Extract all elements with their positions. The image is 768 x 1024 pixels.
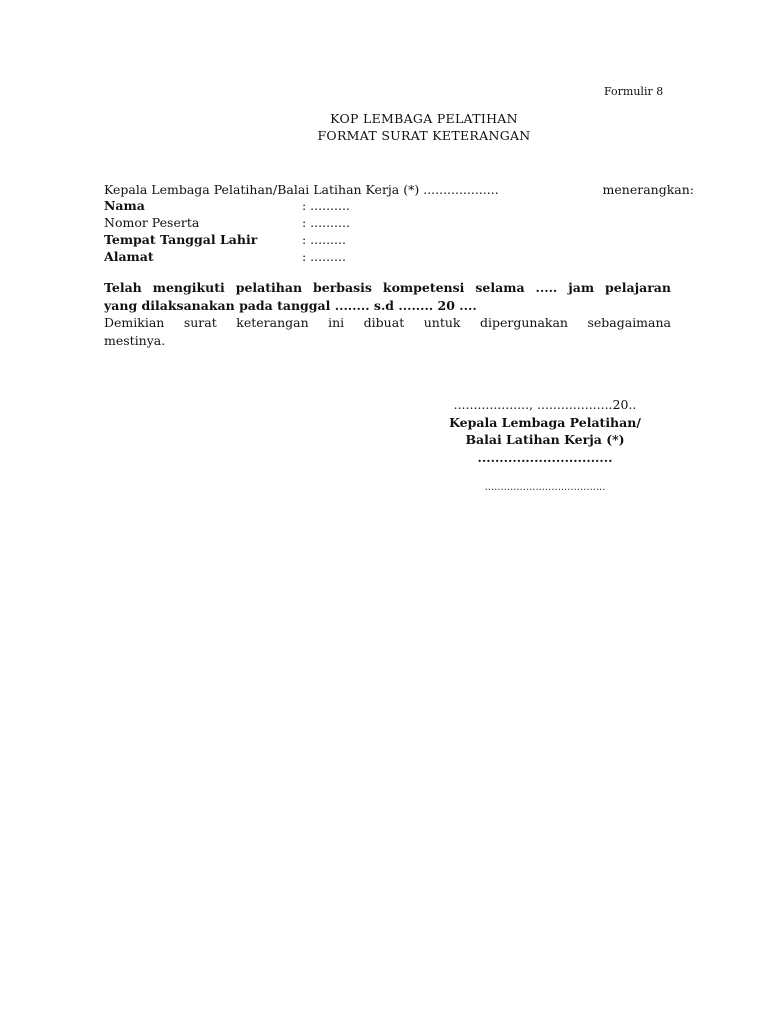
- field-value: : ..........: [302, 198, 350, 213]
- intro-right-text: menerangkan:: [602, 182, 694, 197]
- field-row-nomor-peserta: [104, 214, 350, 231]
- form-code: Formulir 8: [604, 85, 664, 98]
- field-value: : .........: [302, 232, 346, 247]
- field-row-tempat-tanggal-lahir: [104, 231, 350, 248]
- header-line-format: FORMAT SURAT KETERANGAN: [317, 128, 531, 143]
- intro-line: [104, 181, 694, 198]
- body-paragraph: [104, 279, 671, 349]
- body-line-1: [104, 279, 671, 297]
- field-label: Alamat: [104, 249, 154, 264]
- signature-dots: ...............................: [477, 449, 613, 465]
- signature-title-line-1: Kepala Lembaga Pelatihan/: [449, 414, 641, 430]
- field-row-alamat: [104, 248, 350, 265]
- field-label: Nomor Peserta: [104, 215, 200, 230]
- field-row-nama: [104, 197, 350, 214]
- intro-left-text: Kepala Lembaga Pelatihan/Balai Latihan Kerja (*) ...................: [104, 182, 499, 197]
- body-line-3-text: Demikian surat keterangan ini dibuat untuk dipergunakan sebagaimana: [104, 315, 671, 330]
- field-value: : ..........: [302, 215, 350, 230]
- document-header: [0, 110, 768, 144]
- signature-name-line: ......................................: [484, 482, 606, 493]
- signature-title-line-2: Balai Latihan Kerja (*): [465, 432, 625, 447]
- body-line-4: mestinya.: [104, 332, 166, 348]
- header-line-institution: KOP LEMBAGA PELATIHAN: [330, 111, 518, 126]
- field-value: : .........: [302, 249, 346, 264]
- body-line-3: [104, 314, 671, 332]
- field-label: Nama: [104, 198, 145, 213]
- body-line-1-text: Telah mengikuti pelatihan berbasis kompetensi selama ..... jam pelajaran: [104, 280, 671, 295]
- participant-fields: [104, 197, 350, 265]
- field-label: Tempat Tanggal Lahir: [104, 232, 258, 247]
- signature-place-date: ..................., ...................20..: [453, 397, 637, 412]
- signature-block: [420, 396, 670, 466]
- body-line-2: yang dilaksanakan pada tanggal ........ s.d ........ 20 ....: [104, 297, 477, 313]
